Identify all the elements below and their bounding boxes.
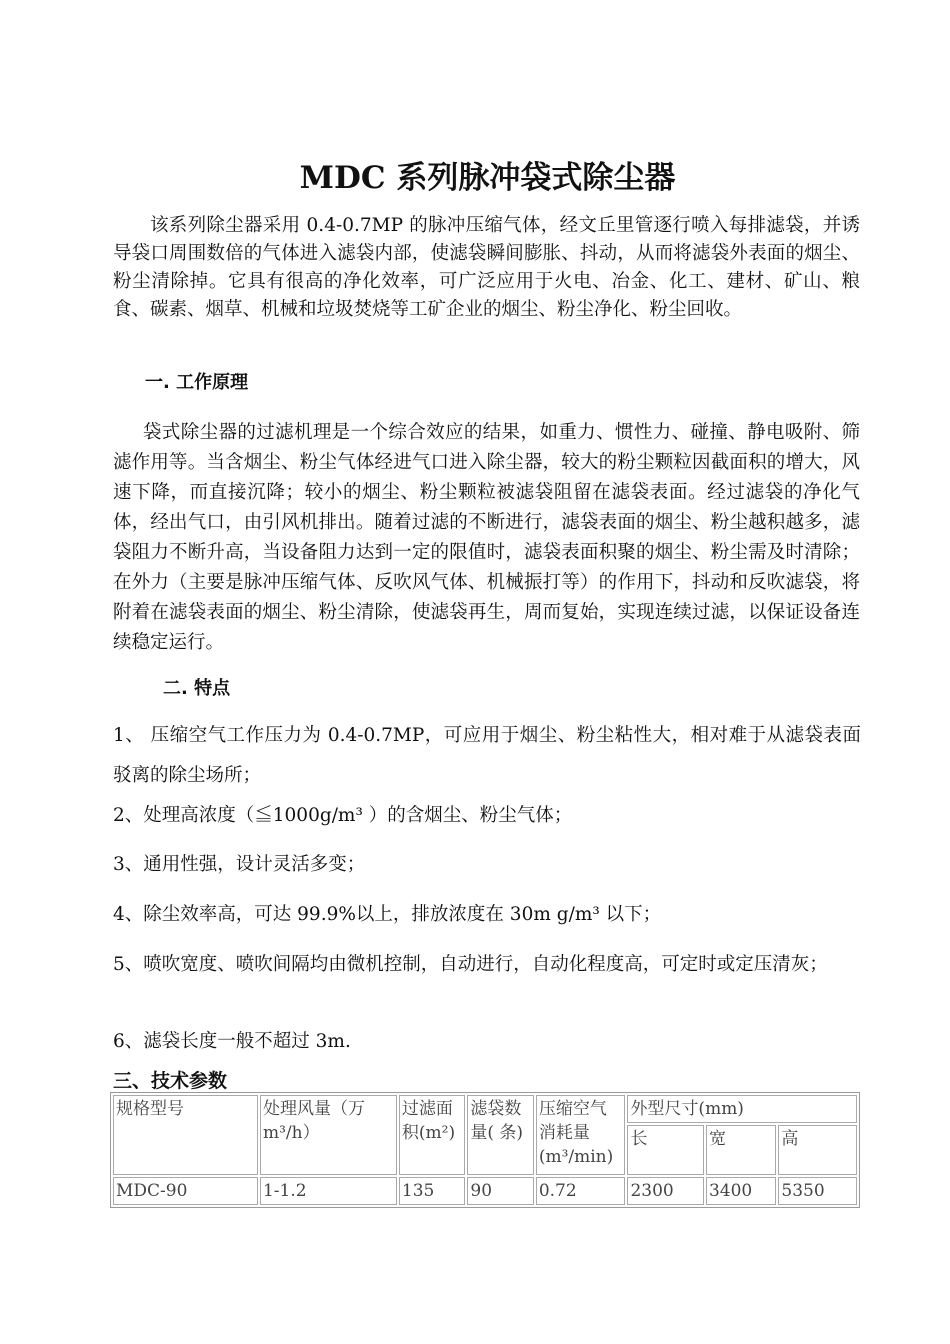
header-bag-count: 滤袋数量( 条)	[467, 1095, 533, 1175]
header-air-consumption: 压缩空气消耗量(m³/min)	[536, 1095, 626, 1175]
feature-item: 1、 压缩空气工作压力为 0.4-0.7MP，可应用于烟尘、粉尘粘性大，相对难于从滤袋表面驳离的除尘场所；	[113, 725, 861, 786]
feature-item: 4、除尘效率高，可达 99.9%以上，排放浓度在 30m g/m³ 以下；	[113, 904, 662, 925]
table-cell: 90	[467, 1177, 533, 1205]
table-cell: 5350	[778, 1177, 857, 1205]
header-model: 规格型号	[113, 1095, 258, 1175]
feature-item: 6、滤袋长度一般不超过 3m.	[113, 1031, 351, 1052]
section-heading-features: 二. 特点	[163, 678, 231, 699]
header-dimensions: 外型尺寸(mm)	[627, 1095, 857, 1123]
table-cell: 1-1.2	[260, 1177, 397, 1205]
feature-item: 2、处理高浓度（≦1000g/m³ ）的含烟尘、粉尘气体；	[113, 805, 573, 826]
table-cell: MDC-90	[113, 1177, 258, 1205]
section-heading-principle: 一. 工作原理	[145, 372, 249, 393]
table-cell: 135	[399, 1177, 465, 1205]
intro-paragraph: 该系列除尘器采用 0.4-0.7MP 的脉冲压缩气体，经文丘里管逐行喷入每排滤袋，并诱导袋口周围数倍的气体进入滤袋内部，使滤袋瞬间膨胀、抖动，从而将滤袋外表面的烟尘、粉尘清除掉。它具有很高的净化效率，可广泛应用于火电、冶金、化工、建材、矿山、粮食、碳素、烟草、机械和垃圾焚烧等工矿企业的烟尘、粉尘净化、粉尘回收。	[113, 215, 860, 320]
document-title: MDC 系列脉冲袋式除尘器	[299, 160, 676, 196]
header-length: 长	[627, 1125, 704, 1175]
section-heading-specs: 三、技术参数	[113, 1070, 228, 1092]
table-header-row	[113, 1095, 857, 1123]
table-row	[113, 1177, 857, 1205]
spec-table	[110, 1092, 860, 1208]
principle-paragraph: 袋式除尘器的过滤机理是一个综合效应的结果，如重力、惯性力、碰撞、静电吸附、筛滤作用等。当含烟尘、粉尘气体经进气口进入除尘器，较大的粉尘颗粒因截面积的增大，风速下降，而直接沉降；较小的烟尘、粉尘颗粒被滤袋阻留在滤袋表面。经过滤袋的净化气体，经出气口，由引风机排出。随着过滤的不断进行，滤袋表面的烟尘、粉尘越积越多，滤袋阻力不断升高，当设备阻力达到一定的限值时，滤袋表面积聚的烟尘、粉尘需及时清除；在外力（主要是脉冲压缩气体、反吹风气体、机械振打等）的作用下，抖动和反吹滤袋，将附着在滤袋表面的烟尘、粉尘清除，使滤袋再生，周而复始，实现连续过滤，以保证设备连续稳定运行。	[113, 422, 860, 653]
header-width: 宽	[706, 1125, 776, 1175]
table-cell: 2300	[627, 1177, 704, 1205]
feature-item: 5、喷吹宽度、喷吹间隔均由微机控制，自动进行，自动化程度高，可定时或定压清灰；	[113, 954, 828, 975]
header-airflow: 处理风量（万 m³/h）	[260, 1095, 397, 1175]
header-height: 高	[778, 1125, 857, 1175]
feature-item: 3、通用性强，设计灵活多变；	[113, 854, 366, 875]
header-filter-area: 过滤面积(m²)	[399, 1095, 465, 1175]
table-cell: 3400	[706, 1177, 776, 1205]
table-cell: 0.72	[536, 1177, 626, 1205]
